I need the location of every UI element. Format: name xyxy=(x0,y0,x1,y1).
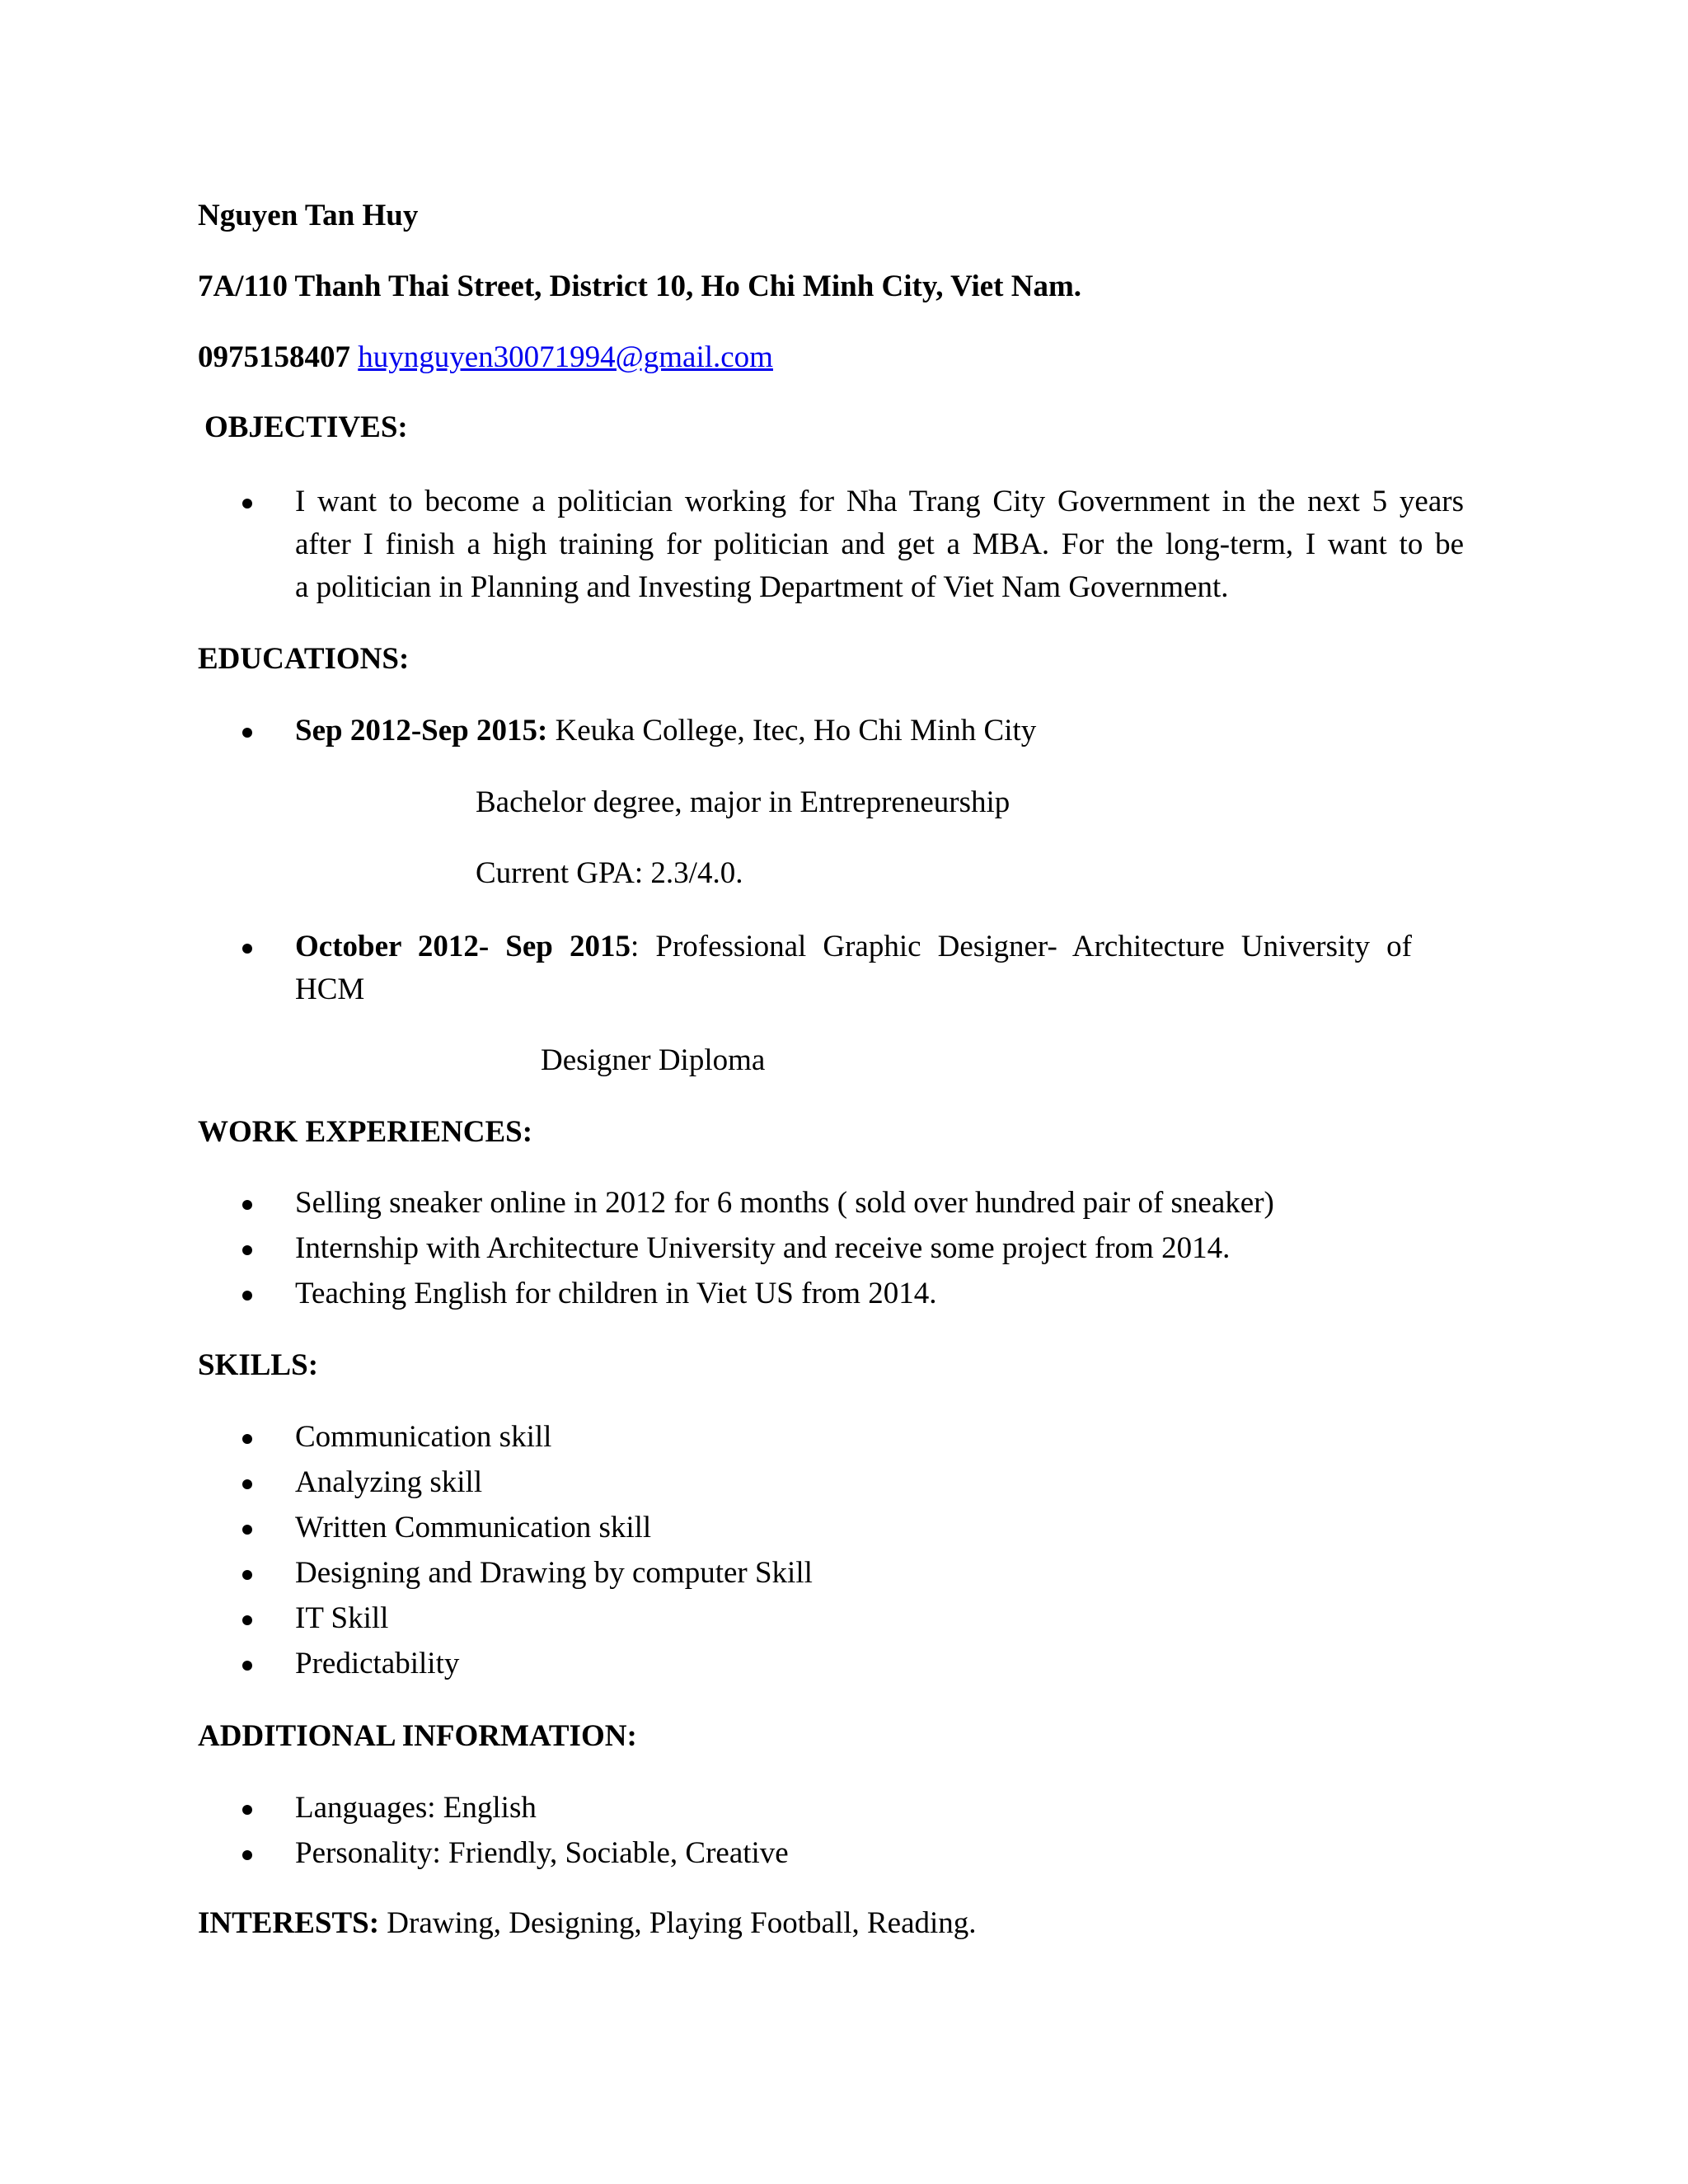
skill-item: Predictability xyxy=(295,1647,460,1680)
additional-item: Languages: English xyxy=(295,1791,537,1825)
work-item: Internship with Architecture University and receive some project from 2014. xyxy=(295,1231,1231,1265)
education-2-school-cont: HCM xyxy=(295,972,365,1006)
additional-item: Personality: Friendly, Sociable, Creative xyxy=(295,1836,789,1870)
objectives-heading: OBJECTIVES: xyxy=(204,410,408,444)
bullet-icon xyxy=(242,1291,252,1301)
objectives-line-2: after I finish a high training for politician and get a MBA. For the long-term, I want to be xyxy=(295,527,1464,561)
education-2-diploma: Designer Diploma xyxy=(541,1043,766,1077)
education-1-gpa: Current GPA: 2.3/4.0. xyxy=(476,856,743,890)
bullet-icon xyxy=(242,728,252,738)
address: 7A/110 Thanh Thai Street, District 10, Ho Chi Minh City, Viet Nam. xyxy=(198,269,1082,303)
email-link[interactable]: huynguyen30071994@gmail.com xyxy=(358,340,773,374)
work-item: Teaching English for children in Viet US from 2014. xyxy=(295,1277,937,1310)
phone-number: 0975158407 xyxy=(198,340,350,374)
bullet-icon xyxy=(242,1200,252,1210)
interests-line xyxy=(198,1908,977,1938)
education-2-program: : Professional Graphic Designer- Architecture University of xyxy=(630,930,1412,963)
skill-item: Communication skill xyxy=(295,1420,552,1454)
additional-heading: ADDITIONAL INFORMATION: xyxy=(198,1719,637,1753)
skills-heading: SKILLS: xyxy=(198,1348,319,1382)
bullet-icon xyxy=(242,1434,252,1444)
education-1-school: Keuka College, Itec, Ho Chi Minh City xyxy=(547,714,1037,748)
bullet-icon xyxy=(242,499,252,509)
educations-heading: EDUCATIONS: xyxy=(198,642,410,676)
bullet-icon xyxy=(242,1850,252,1860)
interests-text: Drawing, Designing, Playing Football, Reading. xyxy=(379,1906,977,1940)
bullet-icon xyxy=(242,1661,252,1671)
bullet-icon xyxy=(242,1525,252,1535)
skill-item: Designing and Drawing by computer Skill xyxy=(295,1556,813,1590)
work-heading: WORK EXPERIENCES: xyxy=(198,1115,533,1149)
bullet-icon xyxy=(242,1245,252,1255)
education-item-1 xyxy=(295,715,1036,746)
bullet-icon xyxy=(242,1805,252,1815)
skill-item: Written Communication skill xyxy=(295,1511,652,1544)
education-1-date: Sep 2012-Sep 2015: xyxy=(295,714,548,748)
bullet-icon xyxy=(242,944,252,954)
interests-heading: INTERESTS: xyxy=(198,1906,380,1940)
contact-line xyxy=(198,342,773,373)
education-item-2 xyxy=(295,931,1412,962)
objectives-line-1: I want to become a politician working for Nha Trang City Government in the next 5 years xyxy=(295,485,1464,518)
education-1-degree: Bachelor degree, major in Entrepreneurship xyxy=(476,785,1010,819)
work-item: Selling sneaker online in 2012 for 6 months ( sold over hundred pair of sneaker) xyxy=(295,1186,1274,1220)
skill-item: IT Skill xyxy=(295,1601,389,1635)
bullet-icon xyxy=(242,1479,252,1489)
bullet-icon xyxy=(242,1570,252,1580)
bullet-icon xyxy=(242,1615,252,1625)
candidate-name: Nguyen Tan Huy xyxy=(198,199,419,232)
skill-item: Analyzing skill xyxy=(295,1465,483,1499)
objectives-line-3: a politician in Planning and Investing Department of Viet Nam Government. xyxy=(295,570,1229,604)
education-2-date: October 2012- Sep 2015 xyxy=(295,930,631,963)
